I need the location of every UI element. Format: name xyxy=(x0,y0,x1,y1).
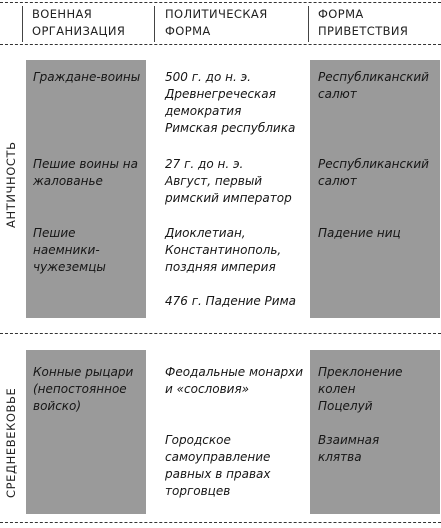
middle-ages-greeting-1-line3: Поцелуй xyxy=(318,399,373,413)
middle-ages-military-line3: войско) xyxy=(33,399,82,413)
antiquity-political-1-line3: демократия xyxy=(165,104,242,118)
header-greeting-line1: ФОРМА xyxy=(318,7,364,21)
section-divider xyxy=(0,333,441,334)
antiquity-political-2-line3: римский император xyxy=(165,191,292,205)
antiquity-military-2: Пешие воины на жалованье xyxy=(33,157,138,188)
header-greeting xyxy=(318,6,408,40)
header-military-line1: ВОЕННАЯ xyxy=(32,7,93,21)
antiquity-political-1-line1: 500 г. до н. э. xyxy=(165,70,251,84)
antiquity-political-4: 476 г. Падение Рима xyxy=(165,294,296,308)
middle-ages-military-line1: Конные рыцари xyxy=(33,365,134,379)
antiquity-political-3 xyxy=(165,225,305,276)
antiquity-political-1 xyxy=(165,69,305,137)
top-divider xyxy=(0,2,441,3)
header-separator-3 xyxy=(308,6,309,42)
header-greeting-line2: ПРИВЕТСТВИЯ xyxy=(318,24,409,38)
antiquity-political-3-line3: поздняя империя xyxy=(165,260,276,274)
middle-ages-political-2-line1: Городское xyxy=(165,433,231,447)
antiquity-political-1-line2: Древнегреческая xyxy=(165,87,276,101)
middle-ages-political-2-line2: самоуправление xyxy=(165,450,271,464)
antiquity-political-2 xyxy=(165,156,305,207)
antiquity-greeting-2: Республиканский салют xyxy=(318,157,429,188)
middle-ages-greeting-1-line1: Преклонение xyxy=(318,365,403,379)
antiquity-political-3-line2: Константинополь, xyxy=(165,243,282,257)
middle-ages-political-1 xyxy=(165,364,305,398)
antiquity-political-2-line2: Август, первый xyxy=(165,174,263,188)
middle-ages-greeting-2-line2: клятва xyxy=(318,450,362,464)
antiquity-political-3-line1: Диоклетиан, xyxy=(165,226,246,240)
era-label-antiquity: АНТИЧНОСТЬ xyxy=(4,141,18,228)
middle-ages-greeting-1-line2: колен xyxy=(318,382,356,396)
middle-ages-political-2-line4: торговцев xyxy=(165,484,231,498)
antiquity-military-3: Пешие наемники-чужеземцы xyxy=(33,226,106,274)
antiquity-greeting-1: Республиканский салют xyxy=(318,70,429,101)
antiquity-political-1-line4: Римская республика xyxy=(165,121,296,135)
antiquity-political-2-line1: 27 г. до н. э. xyxy=(165,157,244,171)
header-separator-1 xyxy=(22,6,23,42)
middle-ages-military xyxy=(33,364,145,415)
bottom-divider xyxy=(0,522,441,523)
middle-ages-greeting-1 xyxy=(318,364,438,415)
header-political-line1: ПОЛИТИЧЕСКАЯ xyxy=(165,7,268,21)
era-label-middle-ages: СРЕДНЕВЕКОВЬЕ xyxy=(4,387,18,498)
antiquity-greeting-3: Падение ниц xyxy=(318,226,401,240)
middle-ages-military-line2: (непостоянное xyxy=(33,382,127,396)
middle-ages-greeting-2 xyxy=(318,432,438,466)
middle-ages-political-1-line2: и «сословия» xyxy=(165,382,250,396)
header-divider xyxy=(0,44,441,45)
middle-ages-political-1-line1: Феодальные монархи xyxy=(165,365,304,379)
header-military-line2: ОРГАНИЗАЦИЯ xyxy=(32,24,126,38)
header-separator-2 xyxy=(154,6,155,42)
header-political xyxy=(165,6,268,40)
antiquity-military-1: Граждане-воины xyxy=(33,70,141,84)
header-political-line2: ФОРМА xyxy=(165,24,211,38)
middle-ages-political-2-line3: равных в правах xyxy=(165,467,271,481)
middle-ages-political-2 xyxy=(165,432,305,500)
header-military xyxy=(32,6,125,40)
middle-ages-greeting-2-line1: Взаимная xyxy=(318,433,380,447)
